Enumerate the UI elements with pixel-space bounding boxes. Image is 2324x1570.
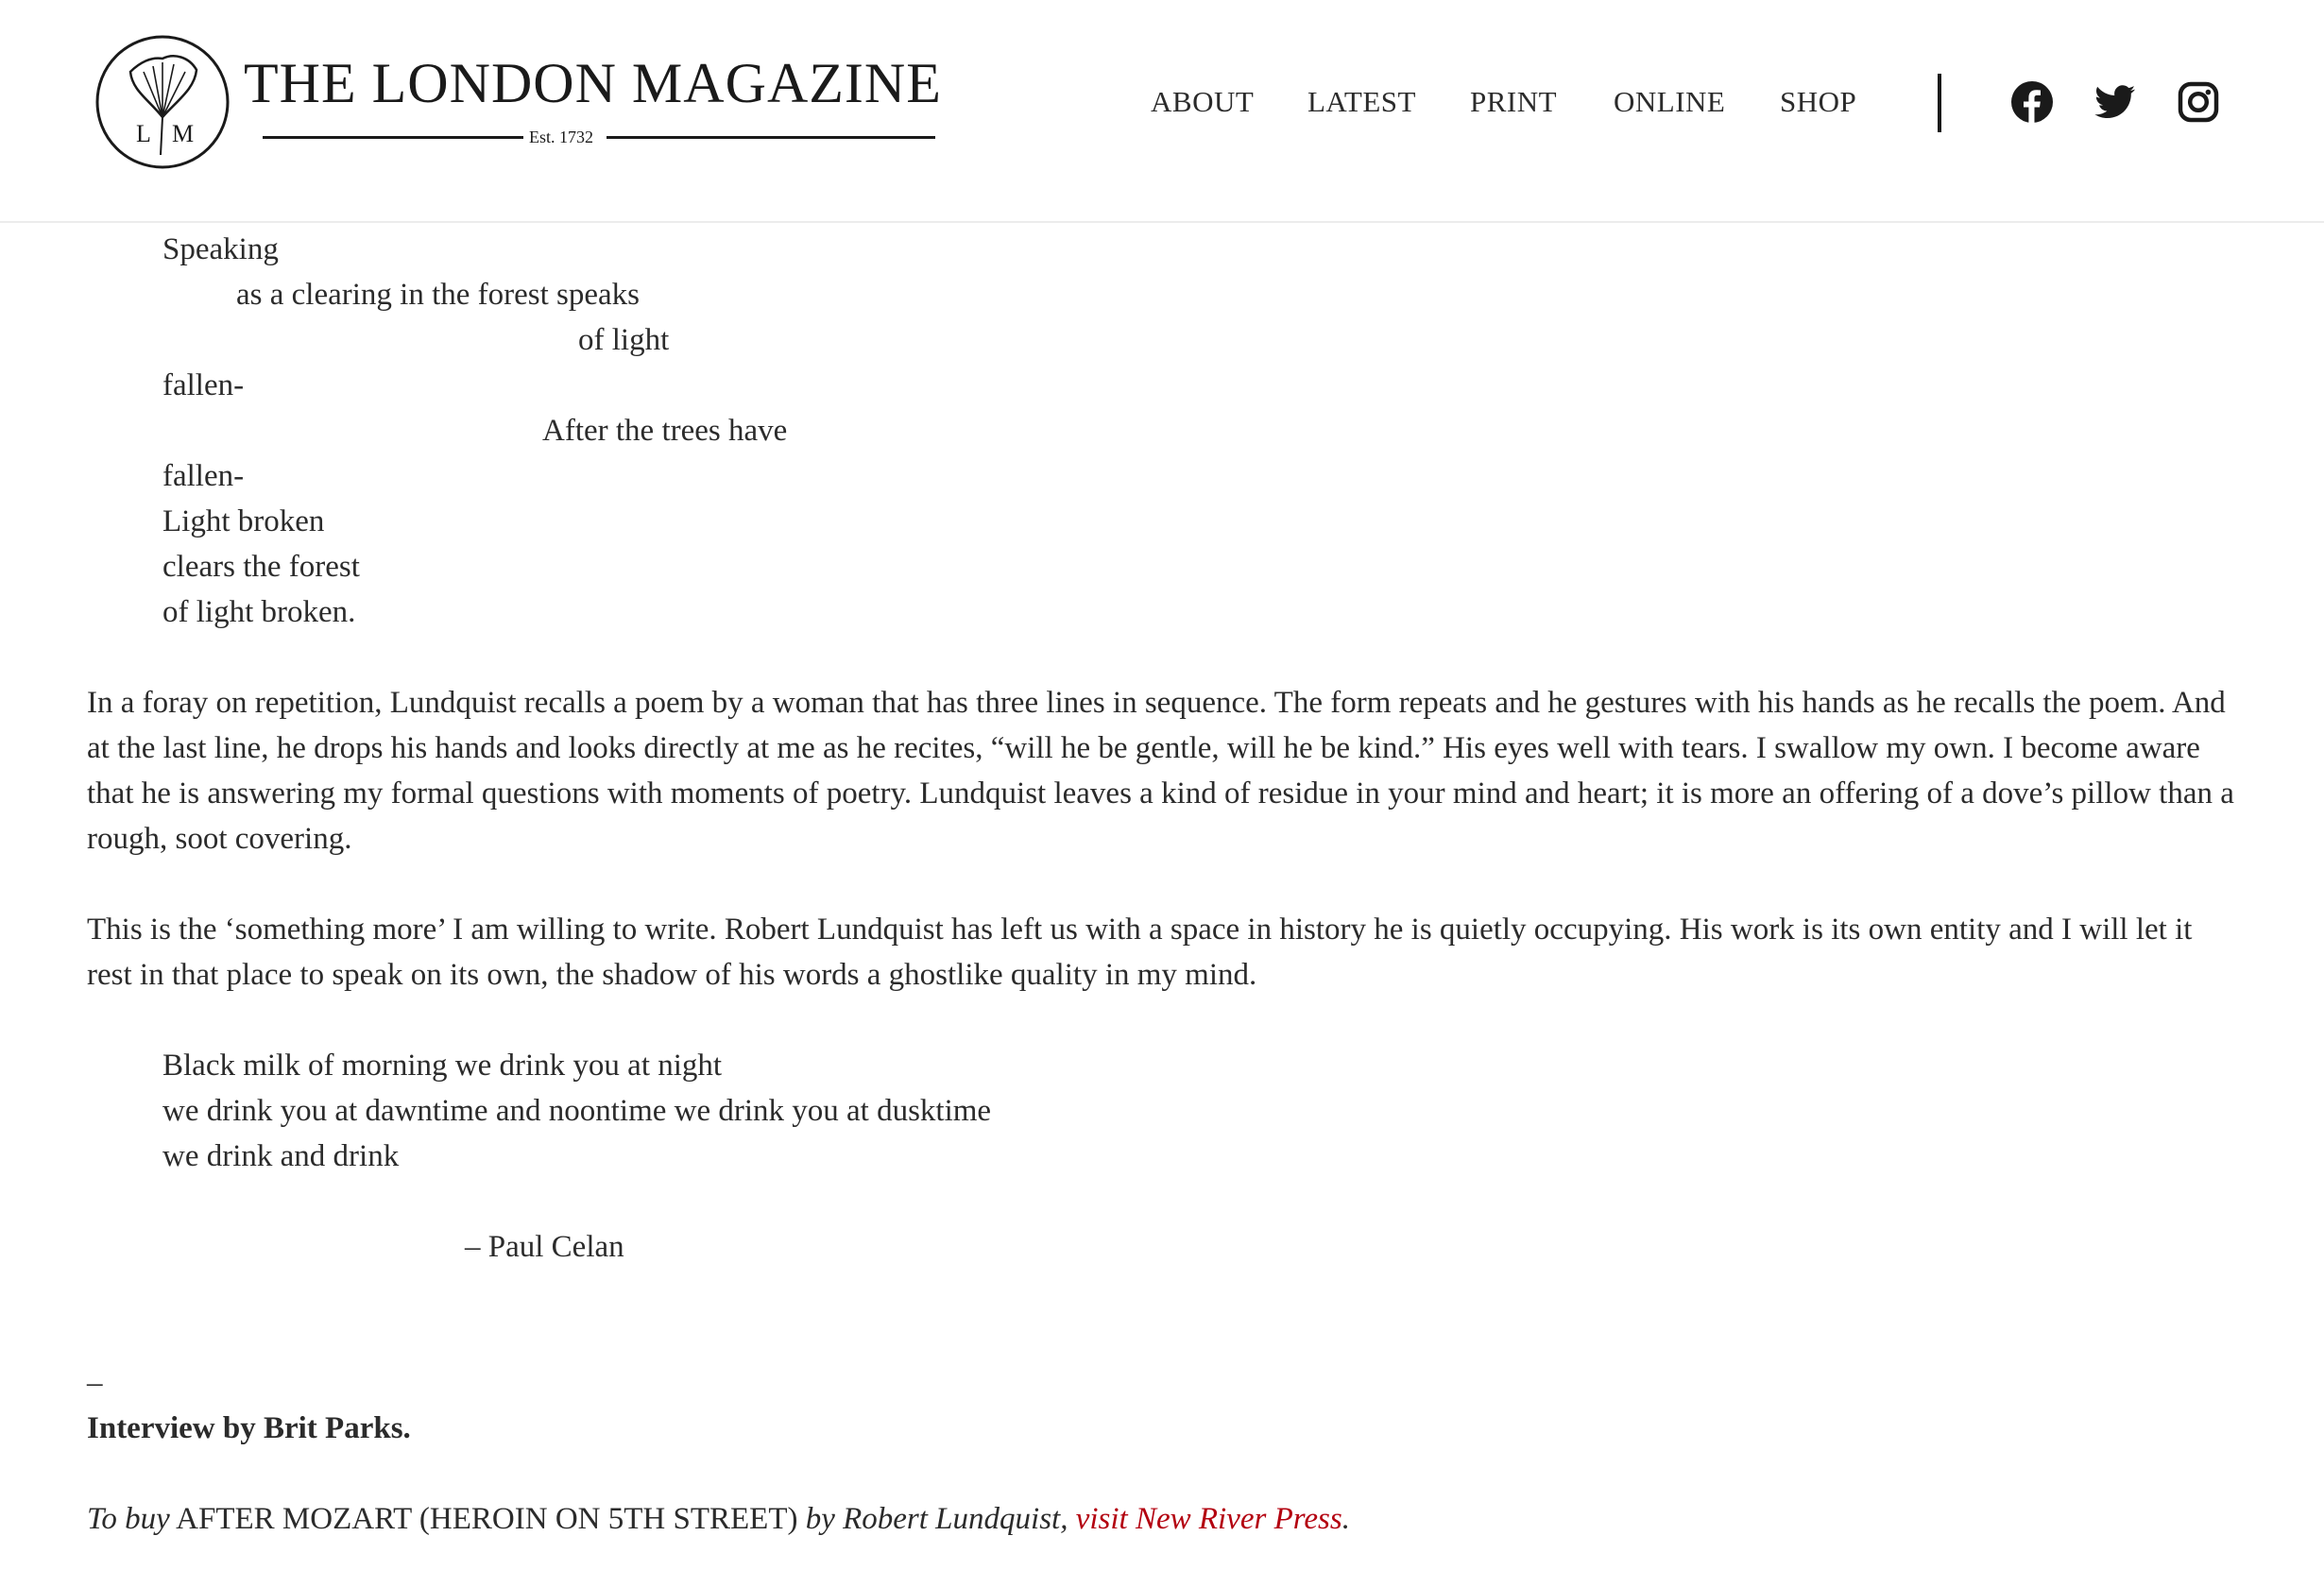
poem-line: of light broken.: [162, 595, 356, 629]
seal-letter-l: L: [136, 120, 151, 147]
twitter-icon: [2093, 80, 2137, 124]
separator-dash: –: [87, 1366, 103, 1400]
poem-line: fallen-: [162, 459, 245, 493]
instagram-link[interactable]: [2177, 80, 2220, 124]
logo-established: Est. 1732: [523, 128, 599, 145]
poem-line: we drink you at dawntime and noontime we drink you at dusktime: [162, 1094, 992, 1128]
nav-divider: [1938, 74, 1941, 132]
poem-line: clears the forest: [162, 550, 360, 584]
buy-line: [87, 1496, 1350, 1542]
poem-line: Light broken: [162, 504, 325, 538]
facebook-link[interactable]: [2010, 80, 2054, 124]
poem-attribution: – Paul Celan: [465, 1230, 624, 1264]
interviewer-credit: Interview by Brit Parks.: [87, 1411, 411, 1445]
poem-line: After the trees have: [542, 414, 788, 448]
ginkgo-seal-icon: [94, 34, 231, 170]
twitter-link[interactable]: [2093, 80, 2137, 124]
instagram-icon: [2177, 80, 2220, 124]
seal-letter-m: M: [172, 120, 195, 147]
logo-title: THE LONDON MAGAZINE: [244, 52, 942, 114]
book-author: by Robert Lundquist,: [805, 1502, 1068, 1536]
facebook-icon: [2010, 80, 2054, 124]
nav-item-shop[interactable]: SHOP: [1780, 85, 1857, 118]
nav-item-latest[interactable]: LATEST: [1307, 85, 1416, 118]
poem-line: Speaking: [162, 232, 279, 266]
book-title: AFTER MOZART (HEROIN ON 5TH STREET): [176, 1502, 798, 1536]
site-logo[interactable]: [94, 34, 942, 176]
article-paragraph: This is the ‘something more’ I am willing to write. Robert Lundquist has left us with a space in history he is quietly occupying. His work is its own entity and I will let it rest in that place to speak on its own, the shadow of his words a ghostlike quality in my mind.: [87, 913, 2193, 992]
poem-line: we drink and drink: [162, 1139, 400, 1173]
poem-line: Black milk of morning we drink you at night: [162, 1049, 723, 1083]
nav-item-about[interactable]: ABOUT: [1151, 85, 1255, 118]
poem-line: fallen-: [162, 368, 245, 402]
nav-item-print[interactable]: PRINT: [1470, 85, 1558, 118]
logo-rule-right: [607, 136, 935, 139]
article-paragraph: In a foray on repetition, Lundquist recalls a poem by a woman that has three lines in sequence. The form repeats and he gestures with his hands as he recalls the poem. And at the last line, he drops his hands and looks directly at me as he recites, “will he be gentle, will he be kind.” His eyes well with tears. I swallow my own. I become aware that he is answering my formal questions with moments of poetry. Lundquist leaves a kind of residue in your mind and heart; it is more an offering of a dove’s pillow than a rough, soot covering.: [87, 686, 2234, 856]
publisher-link[interactable]: visit New River Press: [1075, 1502, 1342, 1536]
site-header: [0, 0, 2324, 223]
buy-prefix: To buy: [87, 1502, 170, 1536]
nav-item-online[interactable]: ONLINE: [1614, 85, 1726, 118]
buy-suffix: .: [1341, 1502, 1350, 1536]
poem-line: of light: [578, 323, 670, 357]
poem-line: as a clearing in the forest speaks: [236, 278, 641, 312]
